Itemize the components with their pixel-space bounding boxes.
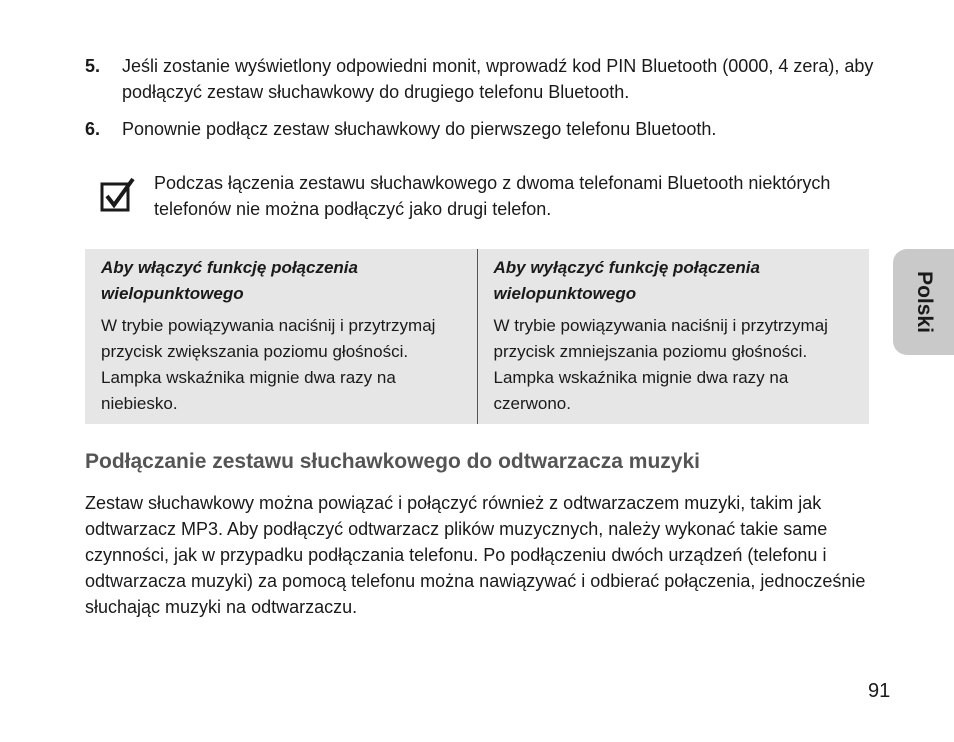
- step-item: [85, 116, 885, 142]
- page-number: 91: [868, 680, 891, 702]
- language-tab: [893, 249, 954, 355]
- step-number: 6.: [85, 119, 101, 139]
- step-list: [85, 53, 885, 153]
- checkbox-checked-icon: [100, 176, 136, 212]
- step-item: [85, 53, 885, 105]
- section-title: Podłączanie zestawu słuchawkowego do odtwarzacza muzyki: [85, 450, 700, 473]
- language-tab-label: Polski: [912, 271, 936, 333]
- enable-multipoint-column: [85, 249, 478, 424]
- enable-multipoint-body: W trybie powiązywania naciśnij i przytrzymaj przycisk zwiększania poziomu głośności. Lampka wskaźnika mignie dwa razy na niebiesko.: [101, 316, 436, 413]
- step-text: Ponownie podłącz zestaw słuchawkowy do pierwszego telefonu Bluetooth.: [122, 119, 717, 139]
- step-number: 5.: [85, 56, 101, 76]
- disable-multipoint-heading: Aby wyłączyć funkcję połączenia wielopunktowego: [493, 258, 760, 303]
- disable-multipoint-body: W trybie powiązywania naciśnij i przytrzymaj przycisk zmniejszania poziomu głośności. Lampka wskaźnika mignie dwa razy na czerwono.: [493, 316, 828, 413]
- enable-multipoint-heading: Aby włączyć funkcję połączenia wielopunktowego: [101, 258, 358, 303]
- note-box: [100, 170, 860, 222]
- multipoint-table: [85, 249, 869, 424]
- section-body: Zestaw słuchawkowy można powiązać i połączyć również z odtwarzaczem muzyki, takim jak odtwarzacz MP3. Aby podłączyć odtwarzacz plików muzycznych, należy wykonać takie same czynności, jak w przypadku podłączania telefonu. Po podłączeniu dwóch urządzeń (telefonu i odtwarzacza muzyki) za pomocą telefonu można nawiązywać i odbierać połączenia, jednocześnie słuchając muzyki na odtwarzaczu.: [85, 493, 866, 617]
- disable-multipoint-column: [478, 249, 870, 424]
- note-text: Podczas łączenia zestawu słuchawkowego z dwoma telefonami Bluetooth niektórych telefonów nie można podłączyć jako drugi telefon.: [154, 173, 831, 219]
- step-text: Jeśli zostanie wyświetlony odpowiedni monit, wprowadź kod PIN Bluetooth (0000, 4 zera), aby podłączyć zestaw słuchawkowy do drugiego telefonu Bluetooth.: [122, 56, 874, 102]
